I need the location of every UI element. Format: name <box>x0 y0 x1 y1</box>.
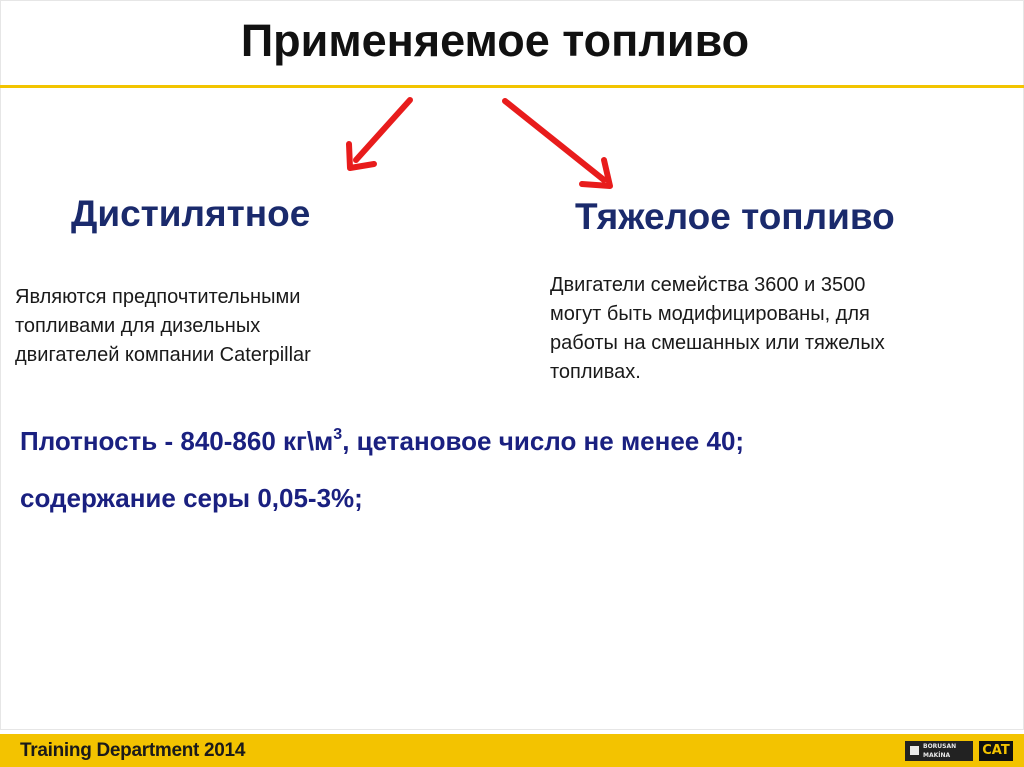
borusan-logo-icon: BORUSAN MAKİNA <box>905 741 973 761</box>
distillate-description <box>15 283 415 370</box>
footer-bar <box>0 734 1024 767</box>
heading-heavy-fuel: Тяжелое топливо <box>575 196 895 237</box>
cat-logo-icon: CAT <box>979 741 1013 761</box>
spec-cetane-text: , цетановое число не менее 40; <box>342 426 745 456</box>
heading-distillate: Дистилятное <box>71 193 311 234</box>
description-line: топливах. <box>550 361 641 383</box>
slide-title: Применяемое топливо <box>240 15 750 66</box>
arrow-right-icon <box>505 101 610 186</box>
footer-label: Training Department 2014 <box>20 740 246 761</box>
description-line: Двигатели семейства 3600 и 3500 <box>550 274 866 296</box>
description-line: Являются предпочтительными <box>15 286 301 308</box>
spec-sulfur-line: содержание серы 0,05-3%; <box>20 483 363 513</box>
description-line: топливами для дизельных <box>15 315 261 337</box>
arrow-left-icon <box>349 100 410 168</box>
description-line: могут быть модифицированы, для <box>550 303 870 325</box>
spec-superscript: 3 <box>333 426 343 443</box>
spec-density-line <box>20 426 744 457</box>
description-line: работы на смешанных или тяжелых <box>550 332 885 354</box>
description-line: двигателей компании Caterpillar <box>15 344 311 366</box>
heavy-fuel-description <box>550 271 1010 387</box>
arrows-graphic <box>0 0 1024 300</box>
spec-density-text: Плотность - 840-860 кг\м <box>20 426 334 456</box>
